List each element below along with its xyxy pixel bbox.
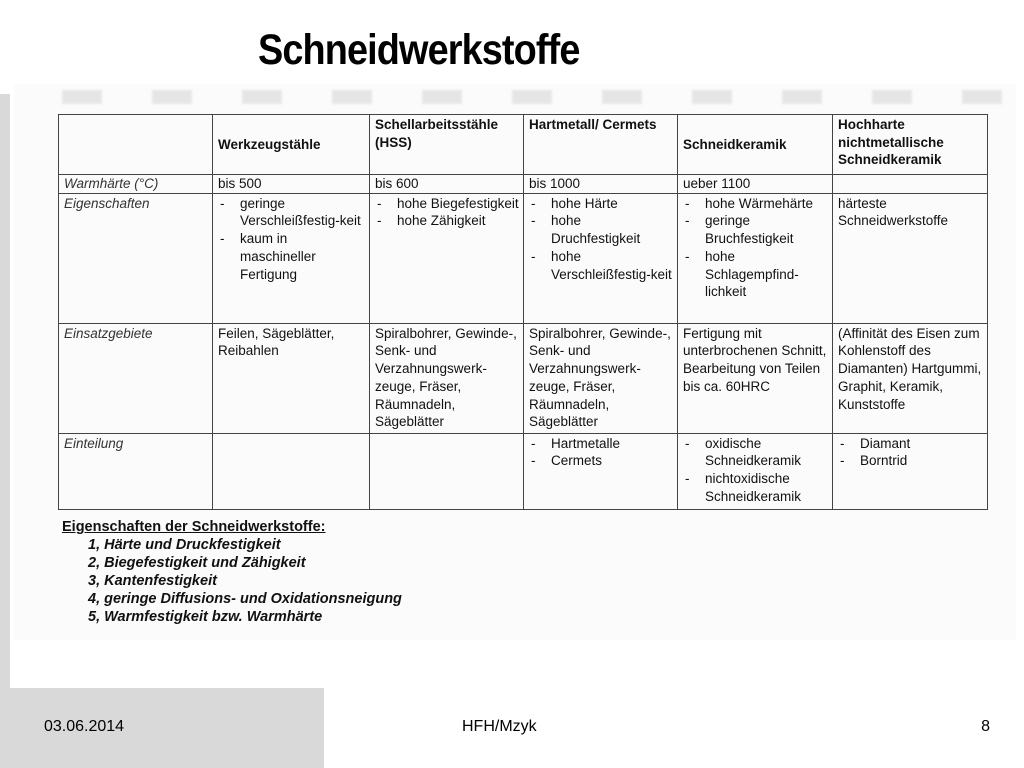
header-cell: Werkzeugstähle	[213, 115, 370, 175]
scan-noise-strip	[62, 90, 1012, 104]
row-label: Warmhärte (°C)	[59, 175, 213, 194]
table-row	[59, 433, 988, 509]
table-cell: bis 600	[370, 175, 524, 194]
properties-list	[62, 536, 562, 626]
list-item: - oxidische Schneidkeramik	[683, 435, 828, 470]
header-cell-empty	[59, 115, 213, 175]
dash-list	[838, 435, 983, 470]
table-cell	[213, 193, 370, 323]
table-row	[59, 323, 988, 433]
dash-list	[683, 435, 828, 506]
row-label: Einsatzgebiete	[59, 323, 213, 433]
list-item: 4, geringe Diffusions- und Oxidationsneigung	[88, 591, 402, 607]
list-item: - hohe Zähigkeit	[375, 212, 519, 230]
header-cell: Hartmetall/ Cermets	[524, 115, 678, 175]
list-item: 1, Härte und Druckfestigkeit	[88, 537, 281, 553]
dash-list	[683, 195, 828, 301]
slide-title: Schneidwerkstoffe	[258, 26, 580, 74]
list-item: - hohe Schlagempfind-lichkeit	[683, 248, 828, 301]
table-cell: ueber 1100	[678, 175, 833, 194]
table-cell	[678, 193, 833, 323]
table-cell: Fertigung mit unterbrochenen Schnitt, Bearbeitung von Teilen bis ca. 60HRC	[678, 323, 833, 433]
list-item: 2, Biegefestigkeit und Zähigkeit	[88, 555, 306, 571]
table-row	[59, 193, 988, 323]
list-item: - Borntrid	[838, 452, 983, 470]
dash-list	[218, 195, 365, 284]
list-item: - kaum in maschineller Fertigung	[218, 230, 365, 283]
table-cell	[524, 433, 678, 509]
list-item: - nichtoxidische Schneidkeramik	[683, 470, 828, 505]
row-label: Einteilung	[59, 433, 213, 509]
table-cell	[524, 193, 678, 323]
header-cell: Schneidkeramik	[678, 115, 833, 175]
page-number: 8	[981, 718, 990, 735]
properties-title: Eigenschaften der Schneidwerkstoffe:	[62, 519, 326, 535]
left-accent-bar	[0, 94, 10, 688]
table-cell: Feilen, Sägeblätter, Reibahlen	[213, 323, 370, 433]
list-item: - Cermets	[529, 452, 673, 470]
list-item: - Hartmetalle	[529, 435, 673, 453]
table-cell: Spiralbohrer, Gewinde-, Senk- und Verzahnungswerk-zeuge, Fräser, Räumnadeln, Sägeblätter	[370, 323, 524, 433]
table-cell	[833, 175, 988, 194]
table-cell-empty	[213, 433, 370, 509]
list-item: - geringe Bruchfestigkeit	[683, 212, 828, 247]
list-item: - hohe Verschleißfestig-keit	[529, 248, 673, 283]
properties-section	[62, 518, 562, 626]
list-item: - Diamant	[838, 435, 983, 453]
list-item: 5, Warmfestigkeit bzw. Warmhärte	[88, 609, 323, 625]
table-cell-empty	[370, 433, 524, 509]
table-cell	[833, 433, 988, 509]
footer-author: HFH/Mzyk	[462, 718, 537, 735]
header-cell: Hochharte nichtmetallische Schneidkeramik	[833, 115, 988, 175]
dash-list	[529, 435, 673, 470]
list-item: - hohe Härte	[529, 195, 673, 213]
list-item: - hohe Wärmehärte	[683, 195, 828, 213]
list-item: 3, Kantenfestigkeit	[88, 573, 217, 589]
footer-date: 03.06.2014	[44, 718, 125, 735]
table-cell: Spiralbohrer, Gewinde-, Senk- und Verzahnungswerk-zeuge, Fräser, Räumnadeln, Sägeblätter	[524, 323, 678, 433]
row-label: Eigenschaften	[59, 193, 213, 323]
table-header-row	[59, 115, 988, 175]
list-item: - geringe Verschleißfestig-keit	[218, 195, 365, 230]
table-cell: härteste Schneidwerkstoffe	[833, 193, 988, 323]
dash-list	[375, 195, 519, 230]
list-item: - hohe Druchfestigkeit	[529, 212, 673, 247]
table-row	[59, 175, 988, 194]
table-cell: (Affinität des Eisen zum Kohlenstoff des Diamanten) Hartgummi, Graphit, Keramik, Kunststoffe	[833, 323, 988, 433]
cutting-materials-table	[58, 114, 988, 510]
list-item: - hohe Biegefestigkeit	[375, 195, 519, 213]
table-cell: bis 1000	[524, 175, 678, 194]
table-cell	[370, 193, 524, 323]
dash-list	[529, 195, 673, 284]
table-cell: bis 500	[213, 175, 370, 194]
header-cell: Schellarbeitsstähle (HSS)	[370, 115, 524, 175]
table-cell	[678, 433, 833, 509]
